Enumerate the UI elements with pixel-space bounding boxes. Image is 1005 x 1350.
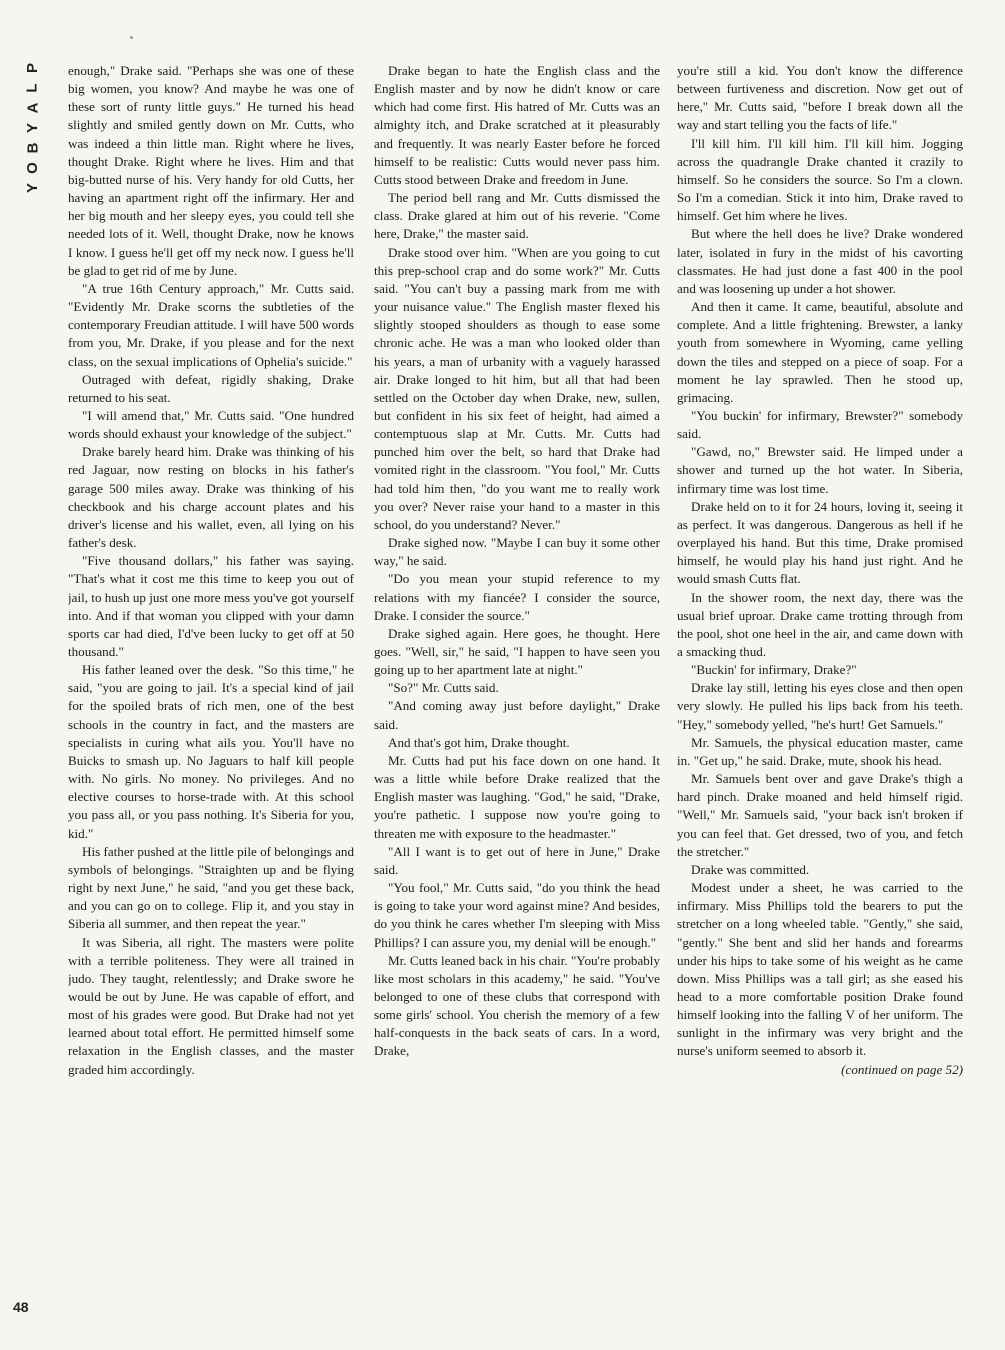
print-speck: [130, 36, 133, 39]
paragraph: Drake was committed.: [691, 861, 810, 877]
side-title-letter: A: [24, 102, 41, 114]
paragraph: Modest under a sheet, he was carried to the infirmary. Miss Phillips told the bearers to put the stretcher on a long wheeled table. "Gently," she said, "gently." She bent and slid her hands and forearms under his hips to take some of his weight as he came down. Miss Phillips was a tall girl; as she eased his head to a more comfortable position Drake found himself looking into the falling V of her uniform. The sunlight in the infirmary was very bright and the nurse's uniform seemed to absorb it.: [677, 880, 963, 1059]
paragraph: Drake sighed now. "Maybe I can buy it some other way," he said.: [374, 535, 660, 569]
text-column-1: [68, 62, 354, 1342]
page-number: 48: [13, 1299, 29, 1315]
side-title-letter: P: [23, 62, 41, 74]
text-column-3: [677, 62, 963, 1342]
magazine-side-title: [23, 58, 43, 198]
paragraph: Mr. Samuels bent over and gave Drake's thigh a hard pinch. Drake moaned and held himself rigid. "Well," Mr. Samuels said, "your back isn't broken if you can feel that. Get dressed, two of you, and fetch the stretcher.": [677, 771, 963, 859]
paragraph: "You fool," Mr. Cutts said, "do you think the head is going to take your word against mine? And besides, do you think he cares whether I'm sleeping with Miss Phillips? I can assure you, my denial will be enough.": [374, 880, 660, 950]
paragraph: "Buckin' for infirmary, Drake?": [691, 662, 857, 678]
paragraph: "You buckin' for infirmary, Brewster?" somebody said.: [677, 407, 963, 442]
paragraph: Drake stood over him. "When are you going to cut this prep-school crap and do some work?" Mr. Cutts said. "You can't buy a passing mark from me with your nuisance value." The English master flexed his slightly stooped shoulders as though to ease some chronic ache. He was a man who looked older than his years, a man of urbanity with a vaguely harassed air. Drake longed to hit him, but all that had been settled on the October day when Drake, new, sullen, but confident in his six feet of height, had aimed a contemptuous slap at Mr. Cutts. Mr. Cutts had punched him over the belt, so hard that Drake had vomited right in the classroom. "You fool," Mr. Cutts had told him then, "do you want me to really work you over? Never raise your hand to a master in this school, do you understand? Never.": [374, 244, 660, 532]
text-column-2: [374, 62, 660, 1342]
paragraph: And that's got him, Drake thought.: [388, 734, 570, 750]
paragraph: "So?" Mr. Cutts said.: [388, 680, 499, 696]
paragraph: His father pushed at the little pile of belongings and symbols of belongings. "Straighten up and be flying right by next June," he said, "and you get these back, and you can go on to college. Flip it, and you stay in Siberia all summer, and then repeat the year.": [68, 843, 354, 932]
paragraph: Mr. Cutts had put his face down on one hand. It was a little while before Drake realized that the English master was laughing. "God," he said, "Drake, you're pathetic. I suppose now you're going to threaten me with exposure to the headmaster.": [374, 752, 660, 841]
paragraph: Mr. Cutts leaned back in his chair. "You're probably like most scholars in this academy," he said. "You've belonged to one of these clubs that correspond with some girls' school. You cherish the memory of a few half-conquests in the back seats of cars. In a word, Drake,: [374, 952, 660, 1059]
paragraph: "Gawd, no," Brewster said. He limped under a shower and turned up the hot water. In Siberia, infirmary time was lost time.: [677, 444, 963, 496]
side-title-letter: Y: [23, 122, 41, 134]
continued-note: (continued on page 52): [841, 1061, 963, 1077]
paragraph: Outraged with defeat, rigidly shaking, Drake returned to his seat.: [68, 371, 354, 405]
paragraph: Drake barely heard him. Drake was thinking of his red Jaguar, now resting on blocks in his father's garage 500 miles away. Drake was thinking of his checkbook and his charge account plates and his driver's license and his wallet, even, all lying on his father's desk.: [68, 444, 354, 551]
side-title-letter: Y: [23, 182, 41, 194]
paragraph: "All I want is to get out of here in June," Drake said.: [374, 843, 660, 877]
paragraph: Drake began to hate the English class and the English master and by now he didn't know or care which had come first. His hatred of Mr. Cutts was an almighty itch, and Drake scratched at it pleasurably and frequently. It was nearly Easter before he forced himself to be realistic: Cutts would never pass him. Cutts stood between Drake and freedom in June.: [374, 63, 660, 187]
side-title-letter: L: [23, 83, 41, 93]
paragraph: enough," Drake said. "Perhaps she was one of these big women, you know? And maybe he was one of these sort of runty little guys." He turned his head slightly and smiled gently down on Mr. Cutts, who was indeed a thin little man. Right where he lives, thought Drake. Right where he lives. Him and that big-butted nurse of his. Very handy for old Cutts, her having an apartment right off the infirmary. Her and her big mouth and her sleepy eyes, you could tell she needed lots of it. Well, thought Drake, now he knows I know. I guess he'll get off my neck now. I guess he'll be glad to get rid of me by June.: [68, 63, 354, 278]
paragraph: "Five thousand dollars," his father was saying. "That's what it cost me this time to keep you out of jail, to hush up just one more mess you've got yourself into. And if that woman you clipped with your damn sports car had died, I'd've been lucky to get off at 50 thousand.": [68, 553, 354, 659]
paragraph: Drake held on to it for 24 hours, loving it, seeing it as perfect. It was dangerous. Dangerous as hell if he overplayed his hand. But this time, Drake promised himself, he would play his hand just right. And he would smash Cutts flat.: [677, 498, 963, 587]
paragraph: It was Siberia, all right. The masters were polite with a terrible politeness. They were all trained in judo. They taught, relentlessly; and Drake swore he would be out by June. He was capable of effort, and most of his grades were good. But Drake had not yet learned about total effort. He permitted himself some relaxation in the English classes, and the master graded him accordingly.: [68, 934, 354, 1077]
side-title-letter: B: [24, 142, 41, 154]
paragraph: "A true 16th Century approach," Mr. Cutts said. "Evidently Mr. Drake scorns the subtleties of the contemporary Freudian attitude. I will have 500 words from you, Mr. Drake, if you please and for the next class, on the sexual implications of Ophelia's suicide.": [68, 280, 354, 369]
paragraph: In the shower room, the next day, there was the usual brief uproar. Drake came trotting through from the pool, shot one heel in the air, and came down with a smacking thud.: [677, 589, 963, 659]
paragraph: And then it came. It came, beautiful, absolute and complete. And a little frightening. Brewster, a lanky youth from somewhere in Wyoming, came yelling down the tiles and stepped on a piece of soap. For a moment he lay sprawled. Then he stood up, grimacing.: [677, 299, 963, 405]
paragraph: But where the hell does he live? Drake wondered later, isolated in fury in the midst of his cavorting classmates. He had just done a fast 400 in the pool and was loosening up under a hot shower.: [677, 226, 963, 296]
paragraph: Drake sighed again. Here goes, he thought. Here goes. "Well, sir," he said, "I happen to have seen you going up to her apartment late at night.": [374, 625, 660, 678]
side-title-letter: O: [23, 162, 41, 174]
paragraph: "And coming away just before daylight," Drake said.: [374, 698, 660, 732]
paragraph: The period bell rang and Mr. Cutts dismissed the class. Drake glared at him out of his reverie. "Come here, Drake," the master said.: [374, 190, 660, 242]
paragraph: "Do you mean your stupid reference to my relations with my fiancée? I consider the source, Drake. I consider the source.": [374, 571, 660, 623]
paragraph: I'll kill him. I'll kill him. I'll kill him. Jogging across the quadrangle Drake chanted it crazily to himself. So he considers the source. So I'm a clown. So I'm a comedian. Stick it into him, Drake raved to himself. Get him where he lives.: [677, 135, 963, 224]
paragraph: "I will amend that," Mr. Cutts said. "One hundred words should exhaust your knowledge of the subject.": [68, 407, 354, 442]
paragraph: you're still a kid. You don't know the difference between furtiveness and discretion. Now get out of here," Mr. Cutts said, "before I break down all the way and start telling you the facts of life.": [677, 63, 963, 133]
paragraph: Mr. Samuels, the physical education master, came in. "Get up," he said. Drake, mute, shook his head.: [677, 734, 963, 768]
paragraph: Drake lay still, letting his eyes close and then open very slowly. He pulled his lips back from his teeth. "Hey," somebody yelled, "he's hurt! Get Samuels.": [677, 680, 963, 732]
paragraph: His father leaned over the desk. "So this time," he said, "you are going to jail. It's a special kind of jail for the spoiled brats of rich men, one of the best schools in the country in fact, and the masters are specialists in curing what ails you. You'll have no Buicks to smash up. No Jaguars to half kill people with. No girls. No money. No privileges. And no elective courses to horse-trade with. At this school you pass all, or you pass nothing. It's Siberia for you, kid.": [68, 662, 354, 841]
